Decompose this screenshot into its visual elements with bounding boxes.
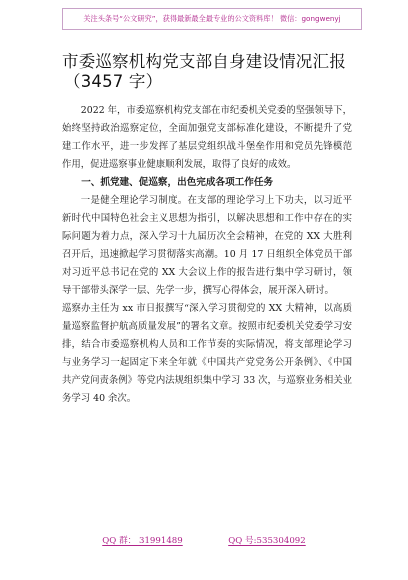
footer-contact (0, 534, 408, 546)
paragraph-article: 巡察办主任为 xx 市日报撰写“深入学习贯彻党的 XX 大精神，以高质量巡察监督护航高质量发展”的署名文章。按照市纪委机关党委学习安排，结合市委巡察机构人员和工作节奏的实际情况，将支部理论学习与业务学习一起固定下来全年就《中国共产党党务公开条例》、《中国共产党问责条例》等党内法规组织集中学习 33 次，与巡察业务相关业务学习 40 余次。 (62, 303, 352, 404)
footer-qq-number: QQ 号:535304092 (228, 536, 306, 546)
paragraph-study-system: 一是健全理论学习制度。在支部的理论学习上下功夫，以习近平新时代中国特色社会主义思想为指引，以解决思想和工作中存在的实际问题为着力点，深入学习十九届历次全会精神，在党的 XX 大胜利召开后，迅速掀起学习贯彻落实高潮。10 月 17 日组织全体党员干部对习近平总书记在党的 XX 大会议上作的报告进行集中学习研讨，领导干部带头深学一层、先学一步，撰写心得体会，展开深入研讨。 (62, 195, 352, 296)
header-banner (62, 8, 362, 30)
title-word-count: （3457 字） (64, 72, 163, 91)
document-title (62, 52, 362, 92)
footer-qq-group: QQ 群： 31991489 (102, 536, 183, 546)
title-line-main: 市委巡察机构党支部自身建设情况汇报 (62, 52, 346, 71)
section-heading: 一、抓党建、促巡察，出色完成各项工作任务 (81, 177, 274, 188)
paragraph-intro: 2022 年，市委巡察机构党支部在市纪委机关党委的坚强领导下，始终坚持政治巡察定位，全面加强党支部标准化建设，不断提升了党建工作水平，进一步发挥了基层党组织战斗堡垒作用和党员先锋模范作用，促进巡察事业健康顺利发展，取得了良好的成效。 (62, 105, 352, 170)
document-body (62, 102, 352, 408)
banner-text: 关注头条号“公文研究”，获得最新最全最专业的公文资料库！ 微信：gongwenyj (83, 14, 341, 23)
